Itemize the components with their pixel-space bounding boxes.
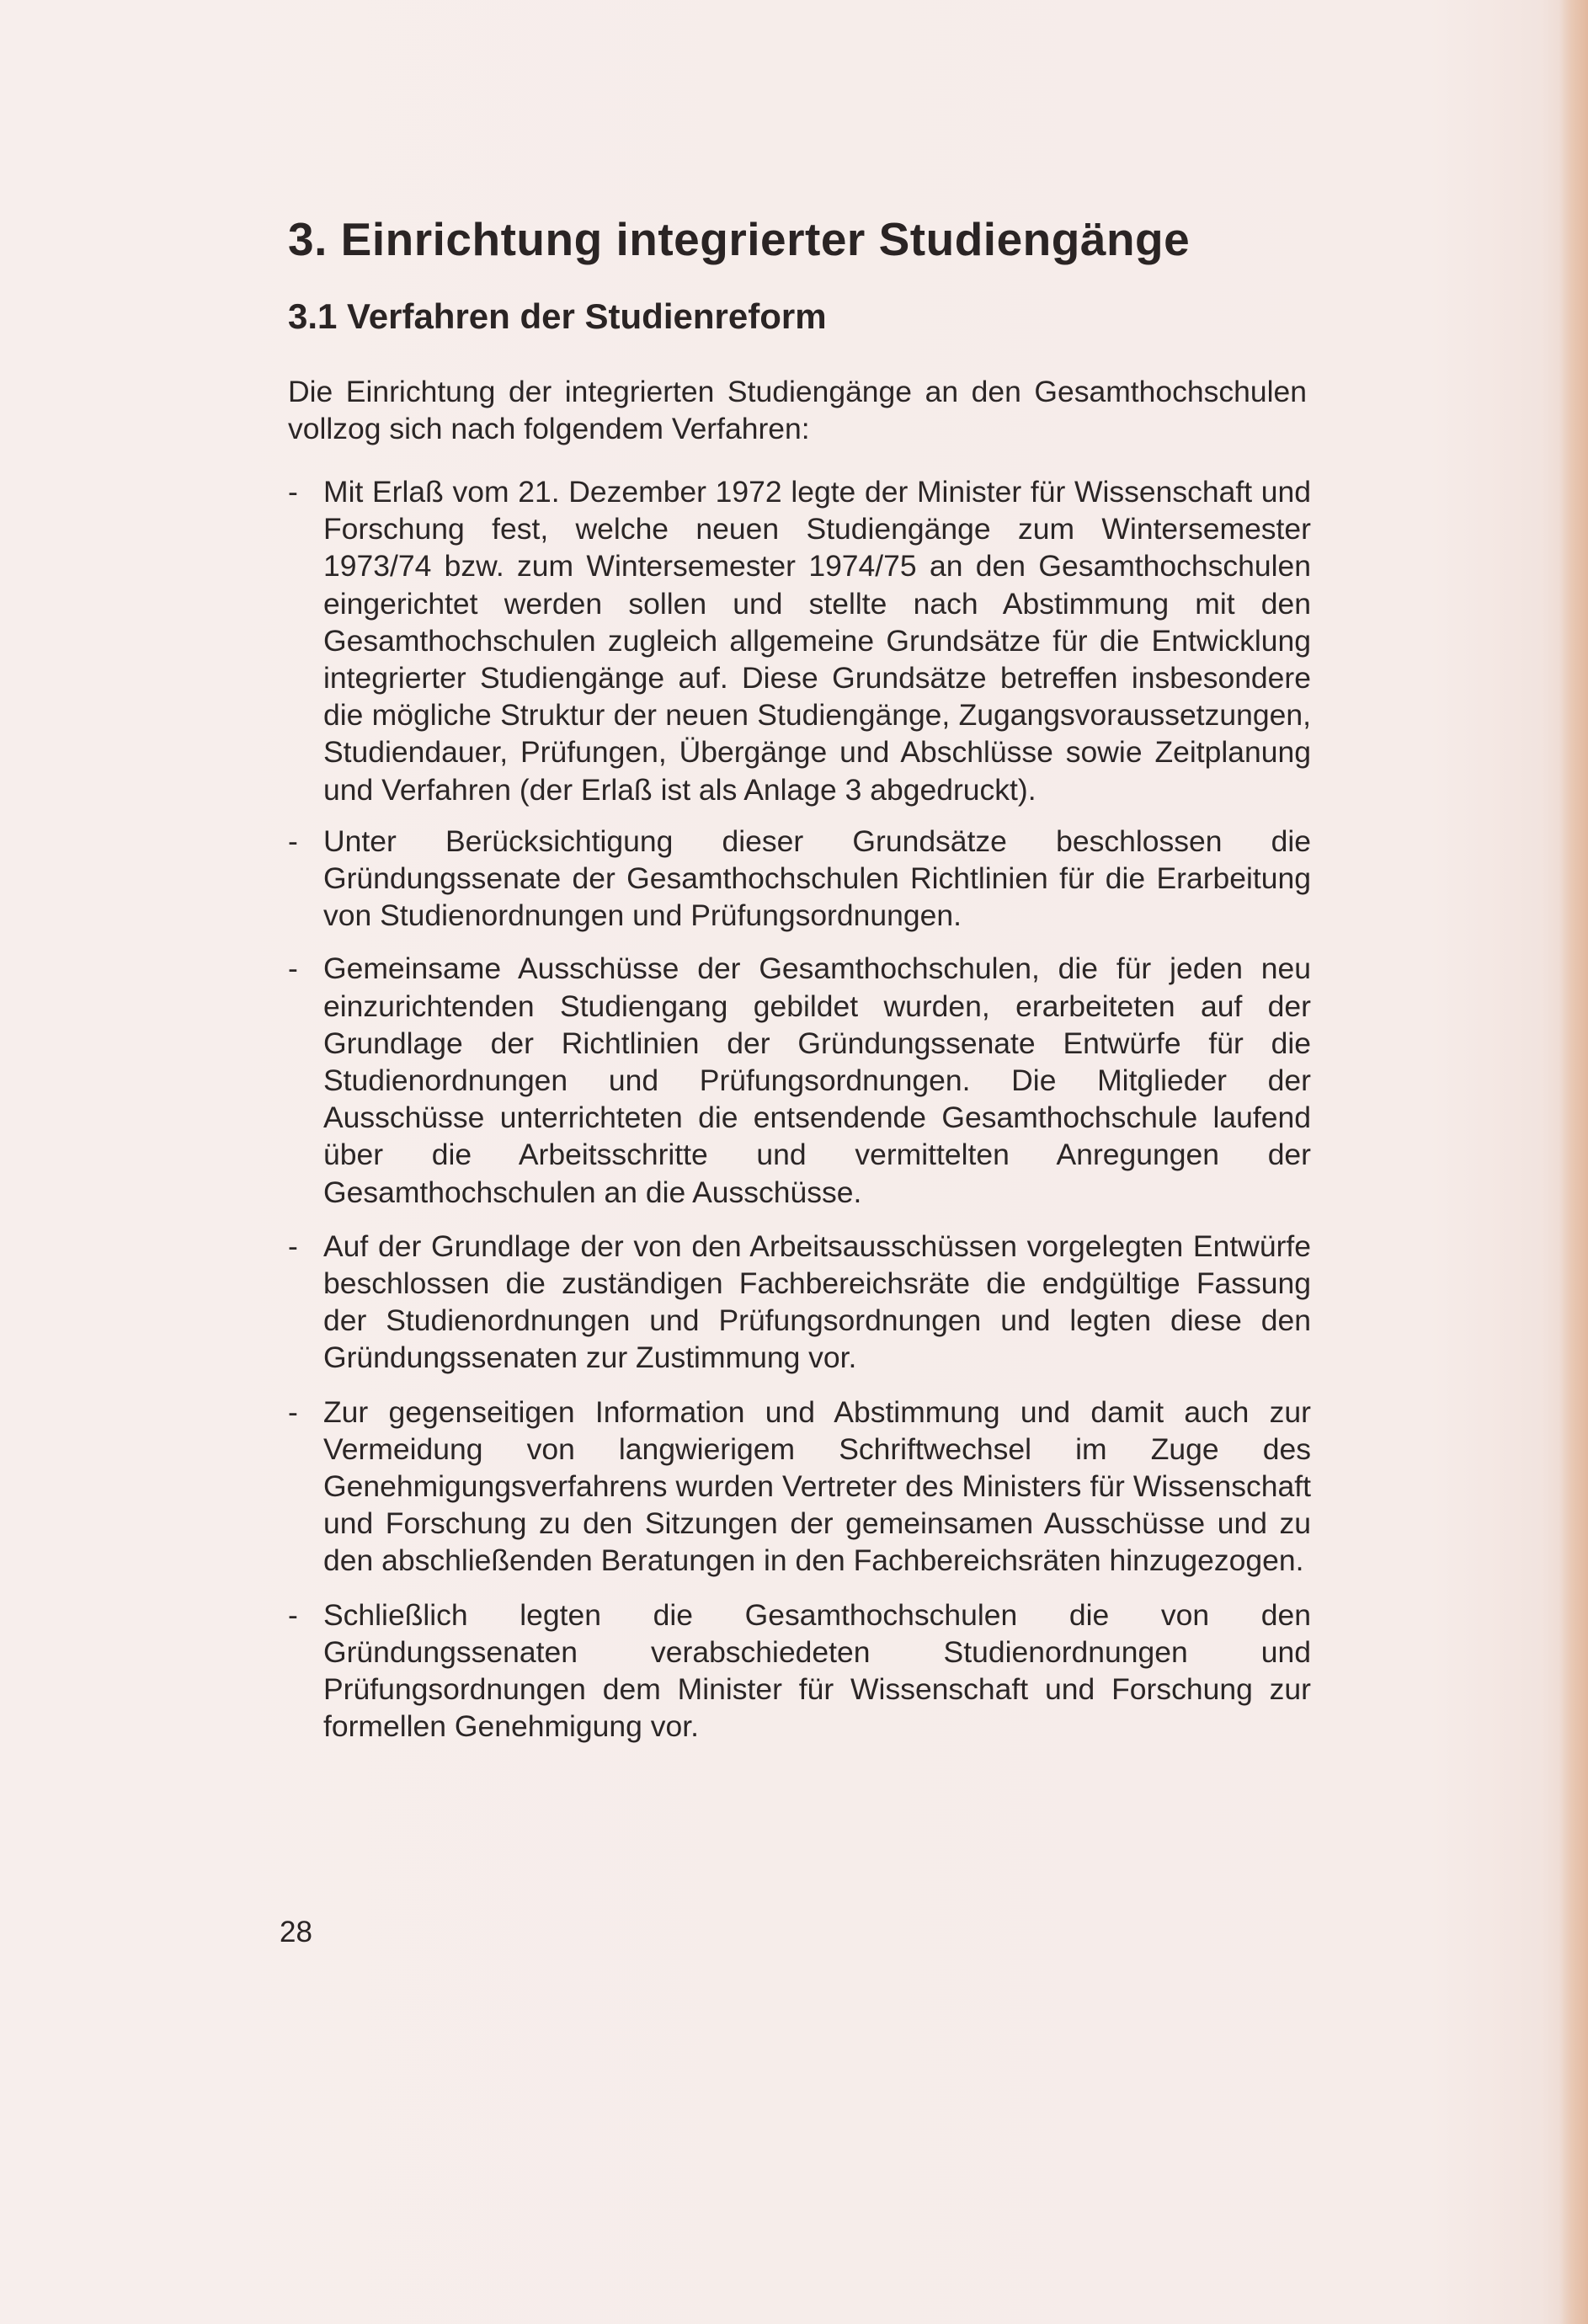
- chapter-heading: 3. Einrichtung integrierter Studiengänge: [288, 213, 1191, 265]
- bullet-dash: -: [288, 824, 298, 858]
- list-item: [288, 1228, 1311, 1377]
- bullet-dash: -: [288, 1394, 298, 1429]
- list-item: [288, 1394, 1311, 1580]
- bullet-dash: -: [288, 475, 298, 509]
- list-item-text: Unter Berücksichtigung dieser Grundsätze beschlossen die Gründungssenate der Gesamthochschulen Richtlinien für die Erarbeitung von Studienordnungen und Prüfungsordnungen.: [323, 824, 1311, 933]
- bullet-dash: -: [288, 951, 298, 986]
- list-item-text: Auf der Grundlage der von den Arbeitsausschüssen vorgelegten Entwürfe beschlossen die zuständigen Fachbereichsräte die endgültige Fassung der Studienordnungen und Prüfungsordnungen und legten diese den Gründungssenaten zur Zustimmung vor.: [323, 1229, 1311, 1375]
- section-heading: 3.1 Verfahren der Studienreform: [288, 296, 827, 336]
- list-item-text: Zur gegenseitigen Information und Abstimmung und damit auch zur Vermeidung von langwierigem Schriftwechsel im Zuge des Genehmigungsverfahrens wurden Vertreter des Ministers für Wissenschaft und Forschung zu den Sitzungen der gemeinsamen Ausschüsse und zu den abschließenden Beratungen in den Fachbereichsräten hinzugezogen.: [323, 1394, 1311, 1578]
- procedure-list: [288, 473, 1311, 1746]
- list-item-text: Schließlich legten die Gesamthochschulen die von den Gründungssenaten verabschiedeten Studienordnungen und Prüfungsordnungen dem Minister für Wissenschaft und Forschung zur formellen Genehmigung vor.: [323, 1597, 1311, 1744]
- page-edge: [1559, 0, 1588, 2324]
- bullet-dash: -: [288, 1229, 298, 1263]
- intro-paragraph: Die Einrichtung der integrierten Studiengänge an den Gesamthochschulen vollzog sich nach folgendem Verfahren:: [288, 375, 1307, 445]
- page-number: 28: [280, 1916, 312, 1948]
- list-item: [288, 1596, 1311, 1746]
- list-item-text: Mit Erlaß vom 21. Dezember 1972 legte der Minister für Wissenschaft und Forschung fest, welche neuen Studiengänge zum Wintersemester 1973/74 bzw. zum Wintersemester 1974/75 an den Gesamthochschulen eingerichtet werden sollen und stellte nach Abstimmung mit den Gesamthochschulen zugleich allgemeine Grundsätze für die Entwicklung integrierter Studiengänge auf. Diese Grundsätze betreffen insbesondere die mögliche Struktur der neuen Studiengänge, Zugangsvoraussetzungen, Studiendauer, Prüfungen, Übergänge und Abschlüsse sowie Zeitplanung und Verfahren (der Erlaß ist als Anlage 3 abgedruckt).: [323, 475, 1311, 807]
- list-item: [288, 823, 1311, 935]
- list-item-text: Gemeinsame Ausschüsse der Gesamthochschulen, die für jeden neu einzurichtenden Studiengang gebildet wurden, erarbeiteten auf der Grundlage der Richtlinien der Gründungssenate Entwürfe für die Studienordnungen und Prüfungsordnungen. Die Mitglieder der Ausschüsse unterrichteten die entsendende Gesamthochschule laufend über die Arbeitsschritte und vermittelten Anregungen der Gesamthochschulen an die Ausschüsse.: [323, 951, 1311, 1209]
- list-item: [288, 473, 1311, 808]
- bullet-dash: -: [288, 1597, 298, 1632]
- list-item: [288, 950, 1311, 1210]
